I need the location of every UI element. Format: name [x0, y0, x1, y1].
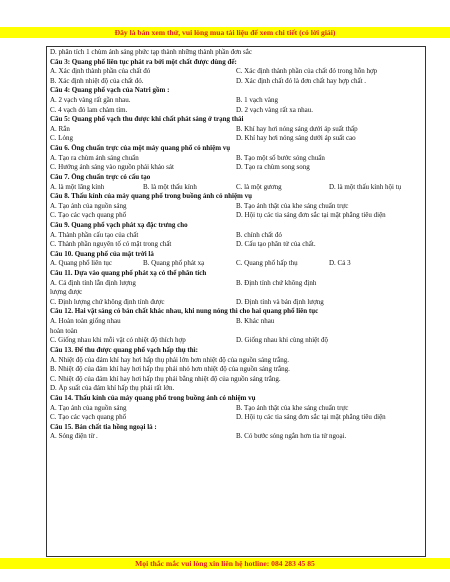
answer-line: D. phân tích 1 chùm ánh sáng phức tạp thành những thành phần đơn sắc [50, 48, 252, 56]
question-3: Câu 3: Quang phổ liên tục phát ra bởi một chất được dùng để: [50, 57, 237, 66]
option-c: C. Giống nhau khi mỗi vật có nhiệt độ thích hợp [50, 336, 186, 345]
option-a: A. Tạo ra chùm ánh sáng chuẩn [50, 153, 139, 162]
option-b: B. 1 vạch vàng [236, 96, 278, 105]
option-b: B. Định tính chứ không định [236, 278, 317, 287]
option-a: A. Tạo ảnh của nguồn sáng [50, 403, 127, 412]
option-d: D. 2 vạch vàng rất xa nhau. [236, 105, 313, 114]
option-b: B. Quang phổ phát xạ [143, 259, 205, 268]
options-row [50, 163, 422, 173]
options-row [50, 77, 422, 87]
option-d: D. Định tính và bán định lượng [236, 297, 324, 306]
option-c: C. Thành phần nguyên tố có mặt trong chất [50, 240, 172, 249]
option-c: C. Xác định thành phần của chất đó trong hỗn hợp [236, 67, 378, 76]
option-c: C. Lỏng [50, 134, 73, 143]
options-row [50, 154, 422, 164]
options-row [50, 106, 422, 116]
option-a: A. Hoàn toàn giống nhau [50, 317, 121, 326]
question-4: Câu 4: Quang phổ vạch của Natri gồm : [50, 86, 170, 95]
option-a: A. Rắn [50, 124, 70, 133]
option-b: B. chính chất đó [236, 230, 282, 239]
options-row [50, 336, 422, 346]
option-c: C. 4 vạch đỏ lam chàm tím. [50, 105, 128, 114]
options-row [50, 231, 422, 241]
question-8: Câu 8. Thấu kính của máy quang phổ trong buồng ảnh có nhiệm vụ [50, 192, 253, 201]
option-b-continued: hoàn toàn [50, 326, 78, 335]
option-a: A. Xác định thành phần của chất đó [50, 67, 151, 76]
question-7: Câu 7. Ống chuẩn trực có cấu tạo [50, 172, 151, 181]
option-d: D. Giống nhau khi cùng nhiệt độ [236, 336, 328, 345]
question-11: Câu 11. Dựa vào quang phổ phát xạ có thể phân tích [50, 269, 207, 278]
question-15: Câu 15. Bản chất tia hồng ngoại là : [50, 422, 157, 431]
option-d: D. Cả 3 [329, 259, 351, 268]
question-sheet [46, 46, 426, 557]
hotline-banner: Mọi thắc mắc vui lòng xin liên hệ hotline: 084 283 45 85 [0, 558, 450, 569]
options-row [50, 202, 422, 212]
option-c: C. Tạo các vạch quang phổ [50, 413, 127, 422]
option-a: A. Tạo ảnh của nguồn sáng [50, 201, 127, 210]
option-a: A. Sóng điện từ . [50, 432, 98, 441]
option-d: D. Tạo ra chùm song song [236, 163, 310, 172]
options-row [50, 240, 422, 250]
option-d: D. Xác định chất đó là đơn chất hay hợp chất . [236, 76, 367, 85]
option-a: A. Quang phổ liên tục [50, 259, 113, 268]
options-row [50, 134, 422, 144]
option-b: B. là một thấu kính [143, 182, 197, 191]
question-13: Câu 13. Để thu được quang phổ vạch hấp thụ thì: [50, 345, 198, 354]
option-c: C. Nhiệt độ của đám khí hay hơi hấp thụ phải bằng nhiệt độ của nguồn sáng trắng. [50, 374, 281, 383]
option-b: B. Nhiệt độ của đám khí hay hơi hấp thụ phải nhỏ hơn nhiệt độ của nguồn sáng trắng. [50, 365, 290, 374]
options-row [50, 317, 422, 327]
question-9: Câu 9. Quang phổ vạch phát xạ đặc trưng cho [50, 220, 188, 229]
options-row [50, 211, 422, 221]
options-row [50, 67, 422, 77]
option-a: A. 2 vạch vàng rất gần nhau. [50, 96, 131, 105]
question-14: Câu 14. Thấu kính của máy quang phổ trong buồng ảnh có nhiệm vụ [50, 393, 256, 402]
option-a: A. Thành phần cấu tạo của chất [50, 230, 139, 239]
option-b: B. Tạo một số bước sóng chuẩn [236, 153, 325, 162]
options-row [50, 96, 422, 106]
option-c: C. Định lượng chứ không định tính được [50, 297, 165, 306]
option-b: B. Tạo ảnh thật của khe sáng chuẩn trực [236, 403, 349, 412]
options-row [50, 404, 422, 414]
option-b: B. Xác định nhiệt độ của chất đó. [50, 76, 144, 85]
option-c: C. Quang phổ hấp thụ [236, 259, 298, 268]
option-c: C. là một gương [236, 182, 282, 191]
option-d: D. Khí hay hơi nóng sáng dưới áp suất cao [236, 134, 356, 143]
options-row [50, 432, 422, 442]
option-d: D. Cấu tạo phân tử của chất. [236, 240, 316, 249]
option-b-continued: lượng được [50, 288, 83, 297]
question-5: Câu 5: Quang phổ vạch thu được khi chất phát sáng ở trạng thái [50, 115, 244, 124]
option-d: D. Hội tụ các tia sáng đơn sắc tại mặt phẳng tiêu diện [236, 413, 386, 422]
options-row [50, 298, 422, 308]
option-c: C. Tạo các vạch quang phổ [50, 211, 127, 220]
options-row [50, 413, 422, 423]
question-10: Câu 10. Quang phổ của mặt trời là [50, 249, 154, 258]
options-row [50, 279, 422, 289]
option-b: B. Khí hay hơi nóng sáng dưới áp suất thấp [236, 124, 358, 133]
option-d: D. là một thấu kính hội tụ [329, 182, 402, 191]
option-a: A. Nhiệt độ của đám khí hay hơi hấp thụ phải lớn hơn nhiệt độ của nguồn sáng trắng. [50, 355, 289, 364]
options-row [50, 259, 422, 269]
option-d: D. Hội tụ các tia sáng đơn sắc tại mặt phẳng tiêu diện [236, 211, 386, 220]
option-a: A. là một lăng kính [50, 182, 105, 191]
option-c: C. Hướng ánh sáng vào nguồn phải khảo sát [50, 163, 174, 172]
option-a: A. Cả định tính lẫn định lượng [50, 278, 136, 287]
question-6: Câu 6. Ống chuẩn trực của một máy quang phổ có nhiệm vụ [50, 144, 231, 153]
option-d: D. Áp suất của đám khí hấp thụ phải rất lớn. [50, 384, 175, 393]
preview-banner: Đây là bản xem thử, vui lòng mua tài liệu để xem chi tiết (có lời giải) [0, 27, 450, 38]
options-row [50, 125, 422, 135]
option-b: B. Tạo ảnh thật của khe sáng chuẩn trực [236, 201, 349, 210]
options-row [50, 183, 422, 193]
option-b: B. Khác nhau [236, 317, 275, 326]
question-12: Câu 12. Hai vật sáng có bản chất khác nhau, khi nung nóng thì cho hai quang phổ liên tục [50, 307, 319, 316]
option-b: B. Có bước sóng ngắn hơn tia tử ngoại. [236, 432, 347, 441]
